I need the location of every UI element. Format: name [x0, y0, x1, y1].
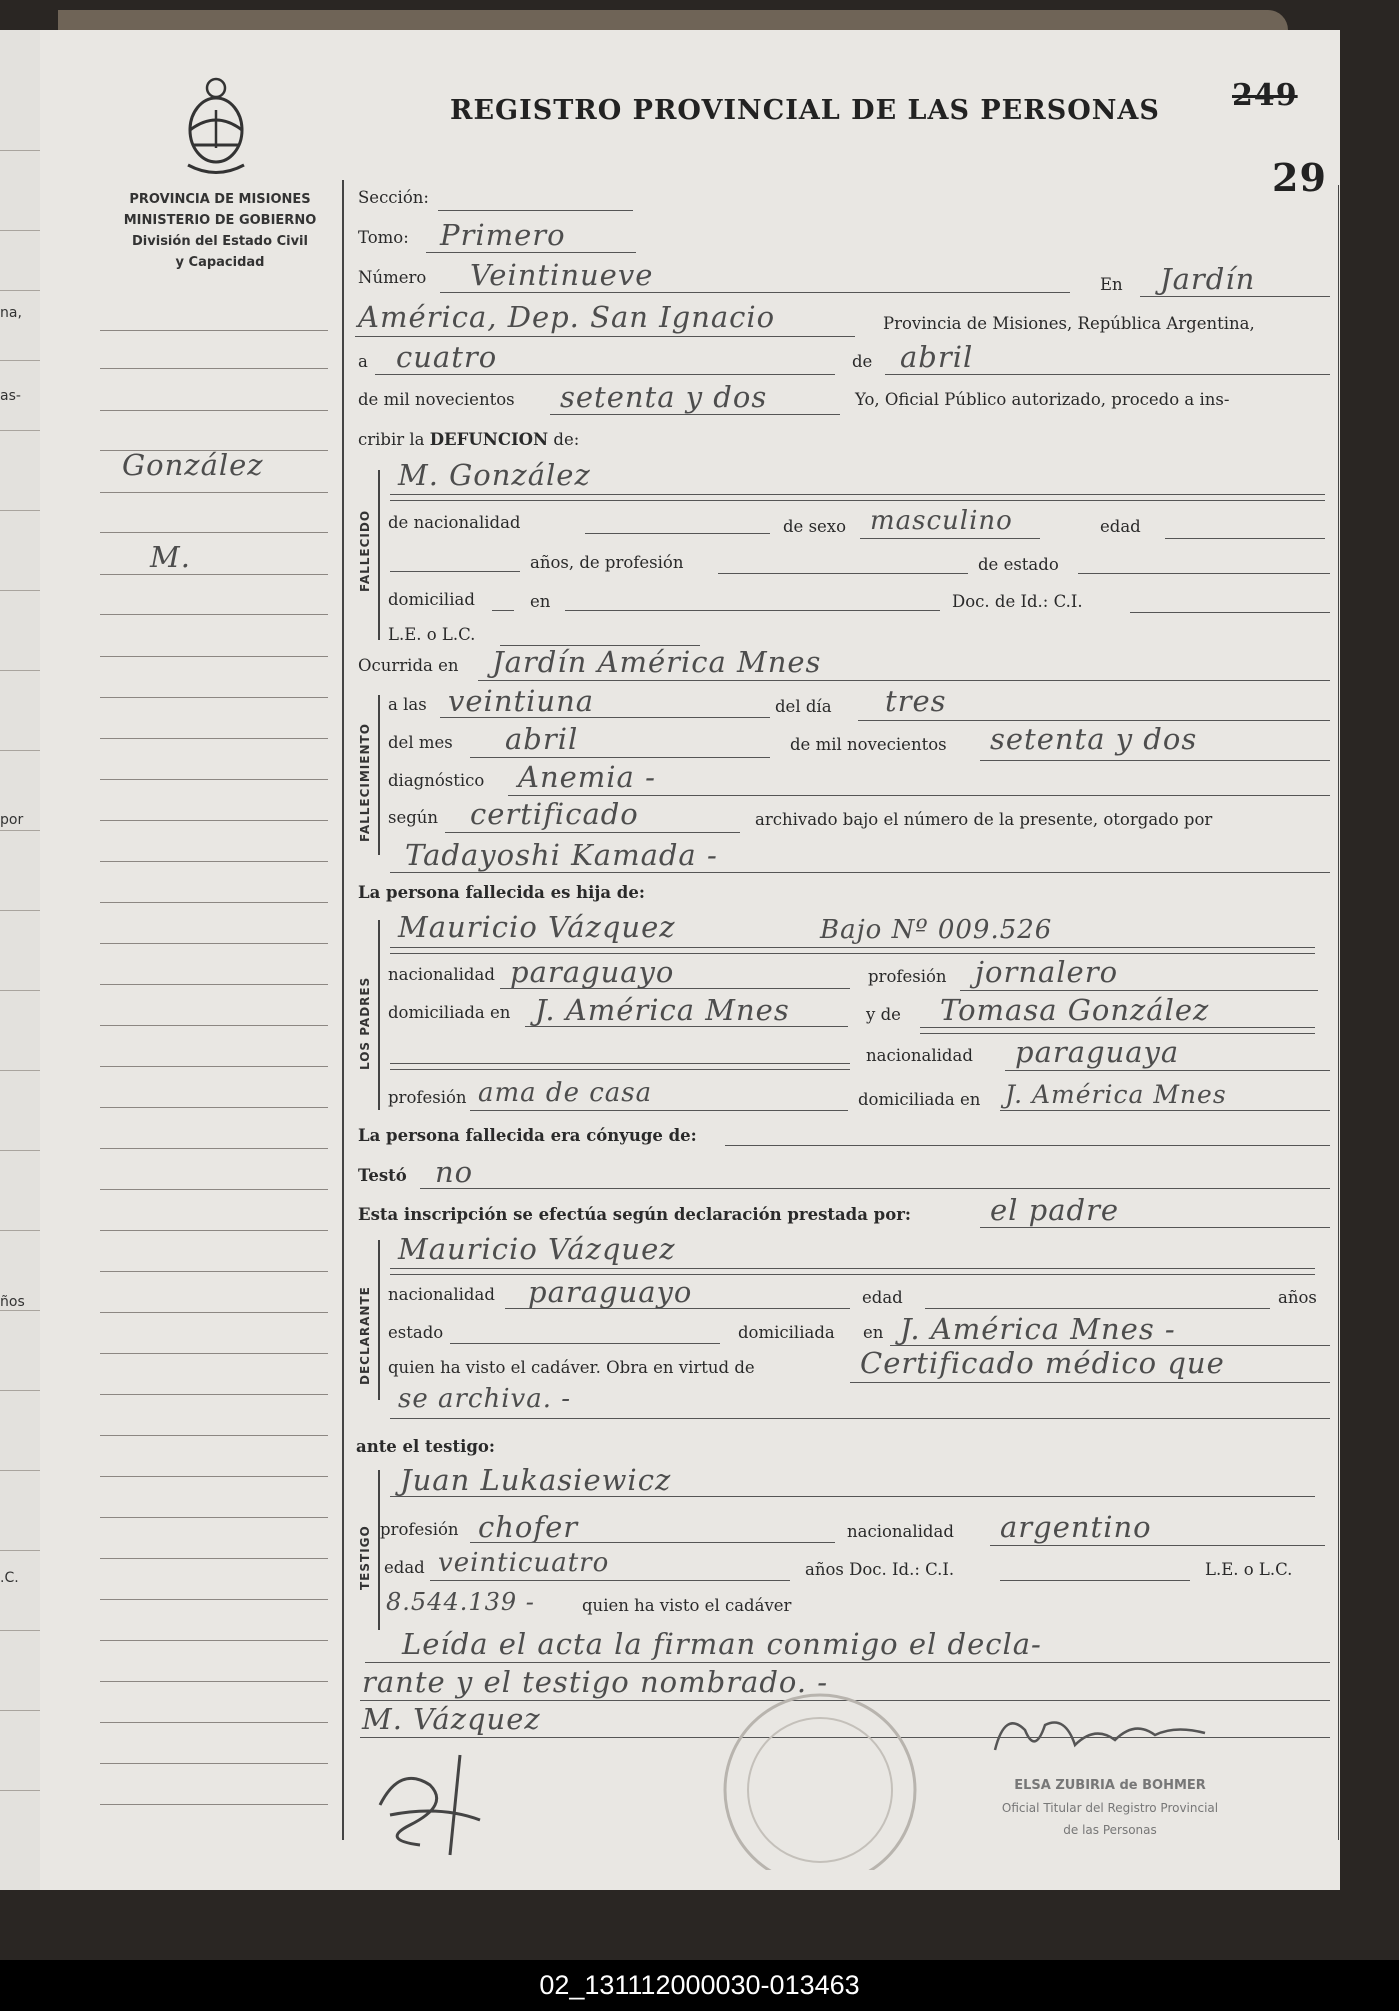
father-domicilio-value: J. América Mnes [535, 993, 790, 1027]
declarante-bracket [378, 1240, 380, 1400]
stub-text: ños [0, 1294, 25, 1310]
page-right-rule [1338, 185, 1339, 1840]
mother-domicilio-label: domiciliada en [858, 1090, 981, 1109]
death-day-value: tres [885, 684, 947, 718]
image-id-footer: 02_131112000030-013463 [0, 1960, 1399, 2011]
domiciliad-label: domiciliad [388, 590, 475, 609]
witness-edad-value: veinticuatro [438, 1548, 610, 1578]
numero-label: Número [358, 268, 427, 287]
margin-divider [342, 180, 344, 1840]
stamp-line: ELSA ZUBIRIA de BOHMER [1014, 1778, 1206, 1793]
le-lc-label: L.E. o L.C. [388, 625, 476, 644]
declarant-name: Mauricio Vázquez [398, 1232, 676, 1266]
office-line: PROVINCIA DE MISIONES [129, 192, 311, 207]
office-line: División del Estado Civil [132, 234, 308, 249]
mother-domicilio-value: J. América Mnes [1005, 1080, 1227, 1109]
witness-doc-value: 8.544.139 - [386, 1588, 535, 1616]
witness-profesion-value: chofer [478, 1510, 579, 1544]
register-title: REGISTRO PROVINCIAL DE LAS PERSONAS [450, 95, 1160, 126]
testo-value: no [435, 1155, 474, 1189]
numero-value: Veintinueve [470, 258, 654, 292]
month-value: abril [900, 340, 974, 374]
father-profesion-value: jornalero [975, 955, 1119, 989]
fallecimiento-side-label: FALLECIMIENTO [358, 723, 372, 842]
father-domicilio-label: domiciliada en [388, 1003, 511, 1022]
ocurrida-value: Jardín América Mnes [492, 645, 822, 679]
fallecimiento-bracket [378, 695, 380, 855]
hour-value: veintiuna [448, 684, 595, 718]
a-label: a [358, 352, 368, 371]
quien-visto-label: quien ha visto el cadáver. Obra en virtud de [388, 1358, 755, 1377]
segun-value: certificado [470, 797, 639, 831]
stub-text: por [0, 812, 24, 828]
father-profesion-label: profesión [868, 967, 947, 986]
inscribir-text: cribir la [358, 430, 425, 449]
place-value-1: Jardín [1160, 262, 1256, 296]
witness-profesion-label: profesión [380, 1520, 459, 1539]
closing-line-3: M. Vázquez [362, 1702, 541, 1736]
obra-virtud-value: Certificado médico que [860, 1346, 1225, 1380]
de-text: de: [553, 430, 580, 449]
stub-text: as- [0, 388, 21, 404]
mother-nacionalidad-value: paraguaya [1015, 1035, 1180, 1069]
padres-bracket [378, 920, 380, 1110]
en-label: En [1100, 275, 1123, 294]
witness-quien-label: quien ha visto el cadáver [582, 1596, 792, 1615]
issuing-office [95, 189, 345, 273]
de-label: de [852, 352, 873, 371]
testigo-bracket [378, 1470, 380, 1630]
struck-number: 249 [1232, 78, 1298, 113]
segun-label: según [388, 808, 439, 827]
del-dia-label: del día [775, 697, 832, 716]
archivado-label: archivado bajo el número de la presente, otorgado por [755, 810, 1213, 829]
closing-line-1: Leída el acta la firman conmigo el decla- [402, 1627, 1042, 1661]
obra-virtud-value-2: se archiva. - [398, 1384, 572, 1414]
father-nacionalidad-value: paraguayo [510, 955, 675, 989]
mother-name: Tomasa González [940, 993, 1210, 1027]
inscribir-label [358, 430, 579, 449]
mother-nacionalidad-label: nacionalidad [866, 1046, 973, 1065]
del-mes-label: del mes [388, 733, 453, 752]
witness-anos-doc-label: años Doc. Id.: C.I. [805, 1560, 955, 1579]
year-label: de mil novecientos [358, 390, 515, 409]
declarant-domiciliada-label: domiciliada [738, 1323, 835, 1342]
sexo-value: masculino [870, 506, 1013, 536]
mother-profesion-value: ama de casa [478, 1078, 653, 1108]
declarant-en-label: en [863, 1323, 884, 1342]
y-de-label: y de [866, 1005, 901, 1024]
coat-of-arms-icon [176, 70, 256, 178]
sexo-label: de sexo [783, 517, 847, 536]
margin-surname: González [122, 448, 264, 482]
margin-initial: M. [150, 540, 191, 574]
declared-by-value: el padre [990, 1193, 1120, 1227]
declarant-anos-label: años [1278, 1288, 1317, 1307]
father-nacionalidad-label: nacionalidad [388, 965, 495, 984]
inscripcion-label: Esta inscripción se efectúa según declaración prestada por: [358, 1205, 911, 1224]
diagnostico-label: diagnóstico [388, 771, 485, 790]
otorgado-value: Tadayoshi Kamada - [405, 838, 718, 872]
padres-side-label: LOS PADRES [358, 976, 372, 1070]
ante-testigo-label: ante el testigo: [356, 1437, 495, 1456]
father-name: Mauricio Vázquez [398, 910, 676, 944]
tomo-value: Primero [440, 218, 566, 252]
tomo-label: Tomo: [358, 228, 409, 247]
place-value-2: América, Dep. San Ignacio [358, 300, 776, 334]
death-year-label: de mil novecientos [790, 735, 947, 754]
declarante-side-label: DECLARANTE [358, 1286, 372, 1385]
defuncion-text: DEFUNCION [429, 430, 549, 449]
death-year-value: setenta y dos [990, 722, 1198, 756]
a-las-label: a las [388, 695, 427, 714]
witness-signature-icon [360, 1745, 500, 1865]
officer-stamp [940, 1775, 1280, 1841]
witness-nacionalidad-label: nacionalidad [847, 1522, 954, 1541]
father-doc: Bajo Nº 009.526 [820, 915, 1053, 945]
witness-name: Juan Lukasiewicz [400, 1463, 672, 1497]
death-month-value: abril [505, 722, 579, 756]
folio-number: 29 [1272, 155, 1327, 200]
doc-id-label: Doc. de Id.: C.I. [952, 592, 1083, 611]
ocurrida-label: Ocurrida en [358, 656, 459, 675]
en-domicilio-label: en [530, 592, 551, 611]
witness-le-lc-label: L.E. o L.C. [1205, 1560, 1293, 1579]
stamp-line: de las Personas [1063, 1823, 1157, 1837]
diagnostico-value: Anemia - [518, 760, 656, 794]
office-line: y Capacidad [175, 255, 265, 270]
witness-nacionalidad-value: argentino [1000, 1510, 1152, 1544]
anos-profesion-label: años, de profesión [530, 553, 684, 572]
mother-profesion-label: profesión [388, 1088, 467, 1107]
declarant-domicilio-value: J. América Mnes - [900, 1312, 1176, 1346]
hija-de-label: La persona fallecida es hija de: [358, 883, 645, 902]
provincia-label: Provincia de Misiones, República Argentina, [883, 314, 1255, 333]
closing-line-2: rante y el testigo nombrado. - [362, 1665, 829, 1699]
declarant-edad-label: edad [862, 1288, 903, 1307]
conyuge-label: La persona fallecida era cónyuge de: [358, 1126, 697, 1145]
oficial-text: Yo, Oficial Público autorizado, procedo a ins- [855, 390, 1230, 409]
testigo-side-label: TESTIGO [358, 1525, 372, 1590]
office-line: MINISTERIO DE GOBIERNO [123, 213, 317, 228]
officer-signature-icon [985, 1705, 1235, 1765]
official-seal-icon [700, 1690, 940, 1870]
stamp-line: Oficial Titular del Registro Provincial [1001, 1801, 1219, 1815]
seccion-label: Sección: [358, 188, 429, 207]
declarant-nacionalidad-label: nacionalidad [388, 1285, 495, 1304]
edad-label: edad [1100, 517, 1141, 536]
testo-label: Testó [358, 1166, 407, 1185]
stub-text: .C. [0, 1570, 19, 1586]
stub-text: na, [0, 305, 22, 321]
estado-label: de estado [978, 555, 1059, 574]
fallecido-side-label: FALLECIDO [358, 509, 372, 592]
witness-edad-label: edad [384, 1558, 425, 1577]
deceased-name: M. González [398, 458, 591, 492]
declarant-estado-label: estado [388, 1323, 444, 1342]
declarant-nacionalidad-value: paraguayo [528, 1275, 693, 1309]
year-value: setenta y dos [560, 380, 768, 414]
nacionalidad-label: de nacionalidad [388, 513, 521, 532]
fallecido-bracket [378, 470, 380, 640]
day-value: cuatro [396, 340, 498, 374]
